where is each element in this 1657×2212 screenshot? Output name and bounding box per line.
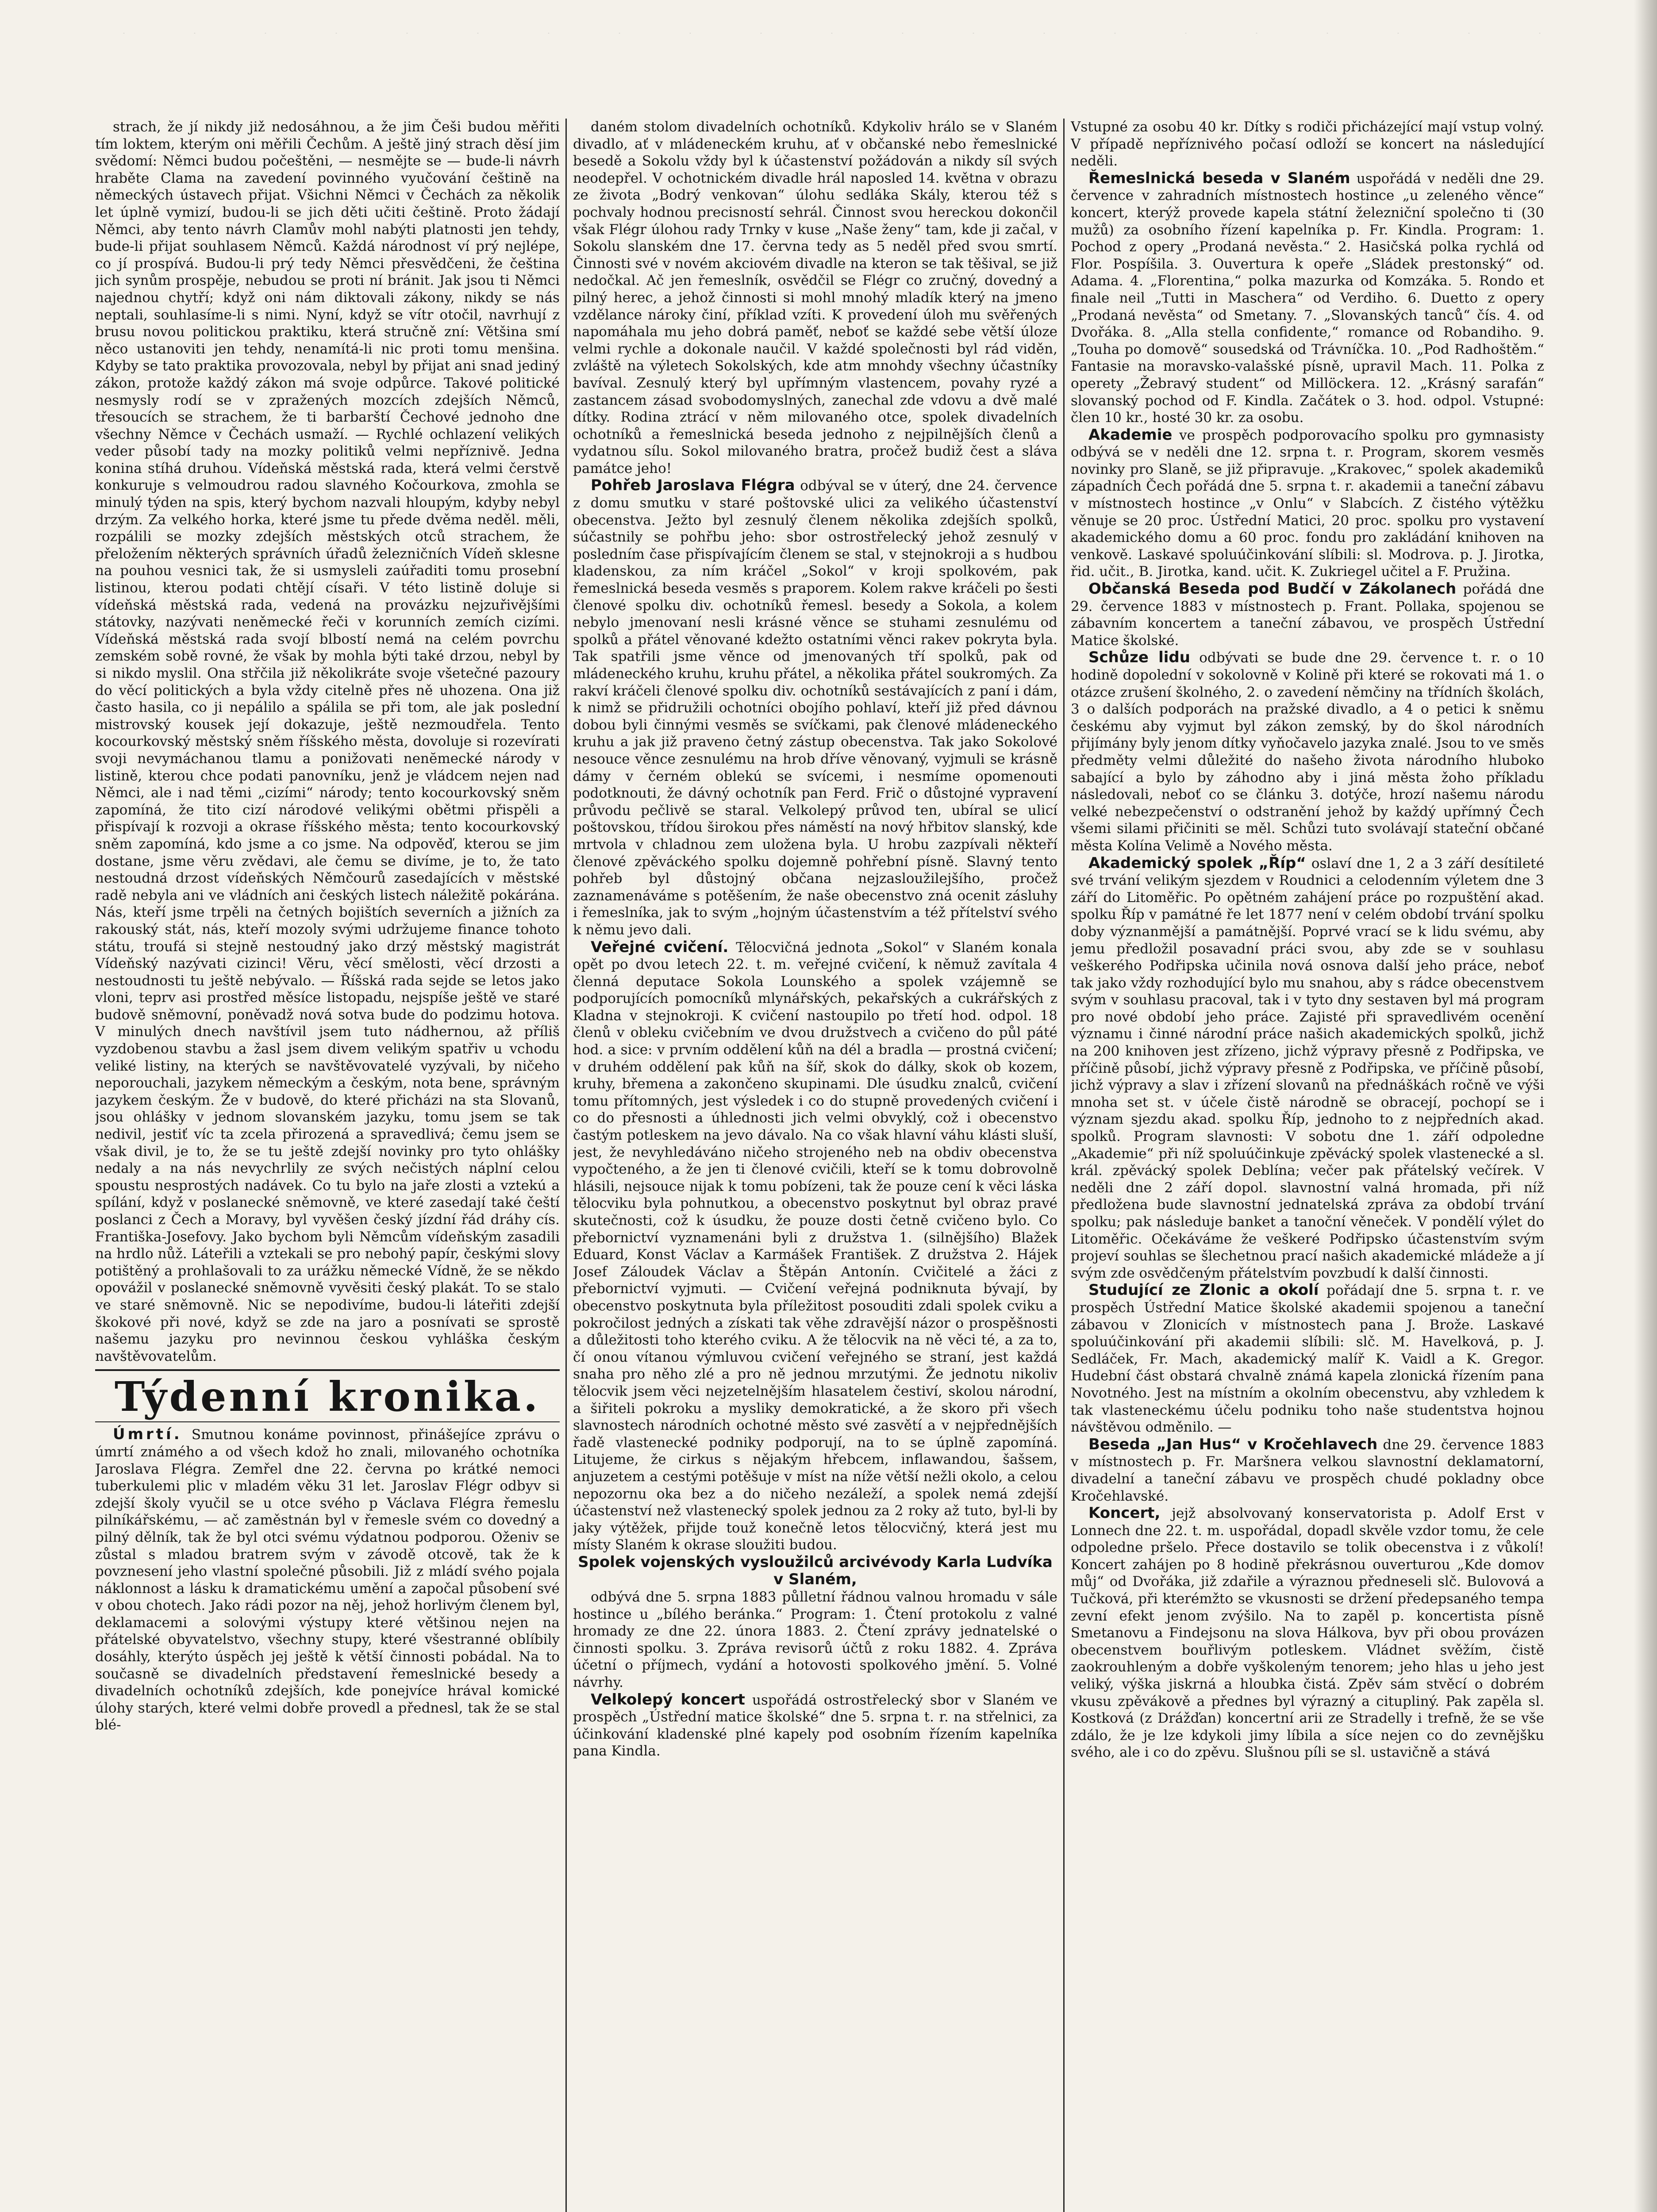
column-3 — [1071, 119, 1544, 2212]
concert-heading: Velkolepý koncert — [591, 1690, 745, 1709]
concert-article — [573, 1691, 1057, 1760]
veterans-article — [573, 1554, 1057, 1589]
page-speckles — [88, 13, 1593, 66]
peoples-meeting-article — [1071, 649, 1544, 854]
public-exercise-article — [573, 939, 1057, 1554]
funeral-article — [573, 477, 1057, 938]
civic-beseda-article — [1071, 580, 1544, 649]
funeral-text: odbýval se v úterý, dne 24. července z domu smutku v staré poštovské ulici za velikého účastenství obecenstva. Ježto byl zesnulý členem několika zdejších spolků, súčastnily se pohřbu jeho: sbor ostrostřelecký jehož zesnulý v posledním čase přispívajícím členem se stal, v stejnokroji a s hudbou kladenskou, za ním kráčel „Sokol“ v kroji spolkovém, pak řemeslnická beseda vesměs s praporem. Kolem rakve kráčeli po šesti členové spolku div. ochotníků řemesl. besedy a Sokola, a kolem nebylo jmenovaní nesli krásné věnce se stuhami zesnulému od spolků a přátel věnované kdežto ostatními věnci rakev pokryta byla. Tak spatřili jsme věnce od jmenovaných tří spolků, pak od mládeneckého kruhu, kruhu přátel, a několika přátel soukromých. Za rakví kráčeli členové spolku div. ochotníků sestávajících z paní i dám, k nimž se přidružili ochotníci obojího pohlaví, kteří již před dávnou dobou byli činnými vesměs se svíčkami, pak členové mládeneckého kruhu a jak již praveno četný zástup obecenstva. Tak jako Sokolové nesouce věnce zesnulému na hrob dříve věnovaný, vyjmuli se krásně dámy v černém oblekú se svícemi, i nesmíme opomenouti podotknouti, že dávný ochotník pan Ferd. Frič o důstojné vypravení průvodu pečlivě se staral. Velkolepý průvod ten, ubíral se ulicí poštovskou, třídou širokou přes náměstí na nový hřbitov slanský, kde mrtvola v chladnou zem uložena byla. U hrobu zazpívali někteří členové zpěváckého spolku dojemně pohřební písně. Slavný tento pohřeb byl důstojný občana nejzasloužilejšího, pročež zaznamenáváme s potěšením, že naše obecenstvo zná ocenit zásluhy i řemeslníka, jak to svým „hojným účastenstvím a též přítelství svého k němu jevo dali. — [573, 478, 1057, 938]
craftsmen-article — [1071, 170, 1544, 426]
jan-hus-beseda-text: dne 29. července 1883 v místnostech p. Fr. Maršnera velkou slavnostní deklamatorní, divadelní a taneční zábavu ve prospěch chudé pokladny obce Kročehlavské. — [1071, 1436, 1544, 1504]
public-exercise-heading: Veřejné cvičení. — [591, 938, 729, 956]
article-continued-text: strach, že jí nikdy již nedosáhnou, a že jim Češi budou měřiti tím loktem, kterým oni měřili Čechům. A ještě jiný strach děsí jim svědomí: Němci budou počeštěni, — nesmějte se — bude-li návrh hraběte Clama na zavedení povinného vyučování češtině na německých ústavech přijat. Všichni Němci v Čechách za několik let úplně vymizí, budou-li se jich děti učiti češtině. Proto žádají Němci, aby tento návrh Clamův mohl nabýti platnosti jen tehdy, bude-li přijat souhlasem Němců. Každá národnost ví prý nejlépe, co jí prospívá. Budou-li prý tedy Němci přesvědčeni, že čeština jich synům prospěje, nebudou se proti ní bránit. Jak jsou ti Němci najednou chytří; když oni nám diktovali zákony, nikdy se nás neptali, souhlasíme-li s nimi. Nyní, když se vítr otočil, navrhují z brusu novou politickou praktiku, která stručně zní: Většina smí něco ustanoviti jen tehdy, nenamítá-li nic proti tomu menšina. Kdyby se tato praktika provozovala, nebyl by přijat ani snad jediný zákon, protože každý zákon má svoje odpůrce. Takové politické nesmysly rodí se v zpražených mozcích zdejších Němců, třesoucích se strachem, že ti barbarští Čechové jednoho dne všechny Němce v Čechách usmaží. — Rychlé ochlazení velikých veder působí tady na mozky politiků velmi nepříznivě. Jedna konina stíhá druhou. Vídeňská městská rada, která velmi čerstvě konkuruje s velmoudrou radou slavného Kočourkova, zmohla se minulý týden na spis, který bychom nazvali hloupým, kdyby nebyl drzým. Za velkého horka, které jsme tu přede dvěma neděl. měli, rozpálili se mozky zdejších městských otců strachem, že přeložením některých správních úřadů železničních Vídeň sklesne na pouhou vesnici tak, že si usmysleli zaúřaditi tomu prosební listinou, kterou podati chtějí císaři. V této listině doluje si vídeňská městská rada, vedená na provázku nejzuřivějšími státovky, nazývati neněmecké řeči v korunních zemích cizími. Vídeňská městská rada svojí blbostí nemá na celém povrchu zemském sobě rovné, že však by mohla býti také drzou, nebyl by si nikdo myslil. Ona střčila již několikráte svoje všetečné pazoury do věcí politických a byla vždy citelně přes ně uhozena. Ona již často hasila, co ji nepálilo a spálila se při tom, ale jak poslední mistrovský kousek její dokazuje, ještě nezmoudřela. Tento kocourkovský městský sněm říšského města, dovoluje si rozevírati svoji nevymáchanou tlamu a ponižovati nenĕmecké národy v listině, kterou chce podati panovníku, jenž je vládcem nejen nad Němci, ale i nad těmi „cizími“ národy; tento kocourkovský sněm zapomíná, že tito cizí národové velikými obětmi přispěli a přispívají k rozvoji a okrase říšského města; tento kocourkovský sněm zapomíná, kdo jsme a co jsme. Na odpověď, kterou se jim dostane, jsme věru zvědavi, ale čemu se divíme, je to, že tato nestoudná drzost vídeňských Němčourů zasedajících v městské radě nebyla ani ve vládních ani českých listech náležitě pokárána. Nás, kteří jsme trpěli na četných bojištích severních a jižních za rakouský stát, nás, kteří mozoly svými udržujeme finance tohoto státu, troufá si stejně nestoudný jako drzý městský magistrát Vídeňský nazývati cizinci! Věru, věcí smělosti, věcí drzosti a nestoudnosti tu ještě nebývalo. — Říšská rada sejde se letos jako vloni, teprv asi prostřed měsíce listopadu, nejspíše ještě ve staré budově sněmovní, poněvadž nová sotva bude do podzimu hotova. V minulých dnech navštívil jsem tuto nádhernou, až příliš vyzdobenou stavbu a žasl jsem divem velikým spatřiv u vchodu veliké listiny, na kterých se navštěvovatelé vyzývali, by ničeho neporouchali, jazykem německým a českým, nota bene, správným jazykem českým. Že v budově, do které přicházi na sta Slovanů, jsou ohlášky v jednom slovanském jazyku, tomu jsem se tak nedivil, jestiť víc ta zcela přirozená a spravedlivá; čemu jsem se však divil, je to, že se tu ještě zdejší novinky pro tyto ohlášky nedaly a na nás nevychrlily ze svých nečistých náplní celou spoustu nesprostých nadávek. Co tu bylo na jaře zlosti a vztekú a spílání, když v poslanecké sněmovně, ve které zasedají také čeští poslanci z Čech a Moravy, byl vyvěšen český jízdní řád dráhy cís. Františka-Josefovy. Jako bychom byli Němcům vídeňským zasadili na hrdlo nůž. Láteřili a vztekali se pro nebohý papír, českými slovy potištěný a prohlašovali to za urážku německé Vídně, že se někdo opovážil v poslanecké sněmovně vyvěsiti český plakát. To se stalo ve staré sněmovně. Nic se nepodivíme, budou-li láteřiti zdejší škokové při nové, když se zde na jaro a posnívati se sprostě našemu jazyku pro nevinnou českou vyhláška českým navštěvovatelům. — [95, 119, 560, 1364]
section-divider — [95, 1369, 560, 1371]
column-rule-1 — [565, 119, 567, 2212]
zlonice-students-text: pořádají dne 5. srpna t. r. ve prospěch Ústřední Matice školské akademii spojenou a taneční zábavou v Zlonicích v místnostech pana J. Brože. Laskavé spoluúčinkování při akademii slíbili: slč. M. Havelková, p. J. Sedláček, Fr. Mach, akademický malíř K. Vaidl a K. Gregor. Hudební část obstará chvalně známá kapela zlonická řízením pana Novotného. Jest na místním a okolním obecenstvu, aby vzhledem k tak vlasteneckému účelu podniku toho naše studentstva hojnou návštěvou odměnilo. — — [1071, 1283, 1544, 1436]
obituary-heading: Úmrtí. — [113, 1425, 182, 1444]
civic-beseda-text: pořádá dne 29. července 1883 v místnostech p. Frant. Pollaka, spojenou se zábavním koncertem a taneční zábavou, ve prospěch Ústřední Matice školské. — [1071, 581, 1544, 649]
concert2-heading: Koncert, — [1088, 1504, 1161, 1522]
zlonice-students-article — [1071, 1282, 1544, 1436]
public-exercise-text: Tělocvičná jednota „Sokol“ v Slaném konala opět po dvou letech 22. t. m. veřejné cvičení, k němuž zavítala 4 členná deputace Sokola Lounského a spolek vzájemně se podporujících pomocníků mlynářských, pekařských a cukrářských z Kladna v stejnokroji. K cvičení nastoupilo po třetí hod. odpol. 18 členů v obleku cvičebním ve dvou družstvech a cvičeno do půl páté hod. a sice: v prvním oddělení kůň na dél a bradla — prostná cvičení; v druhém oddělení pak kůň na šíř, skok do dálky, skok ob kozem, kruhy, břemena a zakončeno skupinami. Dle úsudku znalců, cvičení tomu přítomných, jest výsledek i co do stupně provedených cvičení i co do přesnosti a úhlednosti jich velmi obvyklý, což i obecenstvo častým potleskem na jevo dávalo. Na co však hlavní váhu klásti sluší, jest, že nevyhledáváno ničeho strojeného neb na obdiv obecenstva vypočteného, a že jen ti členové cvičili, kteří se k tomu dobrovolně hlásili, nejsouce nijak k tomu pobízeni, tak že pouze cení k věci láska tělocviku byla pohnutkou, a obecenstvo poskytnut byl obraz pravé skutečnosti, což k úsudku, že pouze dosti četně cvičeno bylo. Co přebornictví vyznamenáni byli z družstva 1. (silnějšího) Blažek Eduard, Konst Václav a Karmášek František. Z družstva 2. Hájek Josef Záloudek Václav a Štěpán Antonín. Cvičitelé a žáci z přebornictví vyjmuti. — Cvičení veřejná podniknuta bývají, by obecenstvo poskytnuta byla příležitost posouditi zdali spolek cviku a pokročilost jedných a získati tak věhe zdravější názor o prospěšnosti a důležitosti toho kterého cviku. A že tělocvik na ně věci té, a za to, čí onou vítanou výmluvou cvičení veřejného se straní, jest každá snaha pro něho zlé a pro ně jednou mrzutými. Že jednotu nikoliv tělocvik jsem věci nejzetelnějším hlasatelem čestiví, skolou národní, a šiřiteli pokroku a mysliky demokratické, a že skoro při všech slavnostech národních ochotné město své zasvětí a v nejpřednějších řadě vlastenecké podniky podporují, na to se úplně zapomíná. Litujeme, že cirkus s nějakým hřebcem, inflawandou, šašsem, anjuzetem a cestými potěšuje v míst na níže větší nežli okolo, a celou nepozornu oka bez a do ničeho nezáleží, a spolek nemá zdejší účastenství než vlastenecký spolek jednou za 2 roky až tuto, byl-li by jaky výtěžek, přijde touž konečně letos tělocvičný, která jest mu místy Slaném k okrase sloužiti budou. — [573, 939, 1057, 1553]
craftsmen-heading: Řemeslnická beseda v Slaném — [1088, 169, 1350, 187]
obituary-continued: daném stolom divadelních ochotníků. Kdykoliv hrálo se v Slaném divadlo, ať v mládeneckém kruhu, ať v občanské nebo řemeslnické besedě a Sokolu vždy byl k účastenství požádován a nikdy síl svých neodepřel. V ochotnickém divadle hrál naposled 14. května v obrazu ze života „Bodrý venkovan“ úlohu sedláka Skály, kterou též s pochvaly hodnou precisností sehrál. Činnost svou hereckou dokončil však Flégr úlohou rady Trnky v kuse „Naše ženy“ tam, kde ji začal, v Sokolu slanském dne 17. června tedy as 5 neděl před svou smrtí. Činnosti své v novém akciovém divadle na kteron se tak těšival, se již nedočkal. Ač jen řemeslník, osvědčil se Flégr co zručný, dovedný a pilný herec, a jehož činnosti si mohl mnohý mladík který na jmeno vzdělance nároky činí, příklad vzíti. K provedení úloh mu svěřených napomáhala mu jeho dobrá paměť, neboť se každé sebe větší úloze velmi rychle a dokonale naučil. V každé společnosti byl rád viděn, zvláště na výletech Sokolských, kde atm mnohdy všechny účastníky bavíval. Zesnulý který byl upřímným vlastencem, povahy ryzé a zastancem zásad svobodomyslných, zanechal zde vdovu a dvě malé dítky. Rodina ztrácí v něm milovaného otce, spolek divadelních ochotníků a řemeslnická beseda jednoho z nejpilnějších členů a vydatnou sílu. Sokol milovaného bratra, pročež budiž čest a sláva památce jeho! — [573, 119, 1057, 476]
rip-society-article — [1071, 855, 1544, 1282]
concert-text: uspořádá ostrostřelecký sbor v Slaném ve prospěch „Ústřední matice školské“ dne 5. srpna t. r. na střelnici, za účinkování kladenské plné kapely pod osobním řízením kapelníka pana Kindla. — [573, 1692, 1057, 1759]
funeral-heading: Pohřeb Jaroslava Flégra — [591, 476, 795, 495]
jan-hus-beseda-heading: Beseda „Jan Hus“ v Kročehlavech — [1088, 1435, 1378, 1453]
academy-article — [1071, 426, 1544, 580]
page-edge-shadow — [1634, 0, 1657, 2212]
zlonice-students-heading: Studující ze Zlonic a okolí — [1088, 1281, 1319, 1299]
jan-hus-beseda-article — [1071, 1436, 1544, 1505]
column-2 — [573, 119, 1057, 2212]
veterans-heading: Spolek vojenských vysloužilců arcivévody Karla Ludvíka v Slaném, — [578, 1553, 1053, 1589]
section-divider-thin — [95, 1421, 560, 1422]
concert2-text: jejž absolvovaný konservatorista p. Adolf Erst v Lonnech dne 22. t. m. uspořádal, dopadl skvěle vzdor tomu, že cele odpoledne pršelo. Přece dostavilo se tolik obecenstva i z vůkolí! Koncert zahájen po 8 hodině překrásnou ouverturou „Kde domov můj“ od Dvořáka, již zdařile a výraznou předneseli slč. Bulovová a Tučková, při kterémžto se vkusnosti se držení předepsaného tempa zevní efekt jenom zvýšilo. Na to zapěl p. koncertista písně Smetanovu a Findejsonu na slova Hálkova, byv při obou provázen obecenstvem bouřlivým potleskem. Vládnet svěžím, čistě zaokrouhleným a dobře vyškoleným tenorem; jeho hlas u jeho jest veliký, výška jiskrná a hloubka čistá. Zpěv sám stvěcí o dobrém vkusu zpěvákově a přednes byl výrazný a citupliný. Pak zapěla sl. Kostková (z Drážďan) koncertní arii ze Stradelly i trefně, že se vše zdálo, že je lze kdykoli jimy líbila a síce nejen co do zevnějšku svého, ale i co do zpěvu. Slušnou píli se sl. ustavičně a stává — [1071, 1505, 1544, 1761]
craftsmen-text: uspořádá v neděli dne 29. července v zahradních místnostech hostince „u zeleného věnce“ koncert, kterýž provede kapela státní železniční společno ti (30 mužů) za osobního řízení kapelníka p. Fr. Kindla. Program: 1. Pochod z opery „Prodaná nevěsta.“ 2. Hasičská polka rychlá od Flor. Pospíšila. 3. Ouvertura k opeře „Sládek prestonský“ od. Adama. 4. „Florentina,“ polka mazurka od Komzáka. 5. Rondo et finale neil „Tutti in Maschera“ od Verdiho. 6. Duetto z opery „Prodaná nevěsta“ od Smetany. 7. „Slovanských tanců“ čís. 4. od Dvořáka. 8. „Alla stella confidente,“ romance od Robandiho. 9. „Touha po domově“ sousedská od Trávníčka. 10. „Pod Radhoštěm.“ Fantasie na moravsko-valašské písně, upravil Mach. 11. Polka z operety „Žebravý student“ od Millöckera. 12. „Krásný sarafán“ slovanský pochod od F. Kindla. Začátek o 3. hod. odpol. Vstupné: člen 10 kr., hosté 30 kr. za osobu. — [1071, 170, 1544, 426]
obituary-text: Smutnou konáme povinnost, přinášejíce zprávu o úmrtí známého a od všech kdož ho znali, milovaného ochotníka Jaroslava Flégra. Zemřel dne 22. června po krátké nemoci tuberkulemi plic v mladém věku 31 let. Jaroslav Flégr odbyv si zdejší školy vyučil se u otce svého p Václava Flégra řemeslu pilníkářskému, — ač zaměstnán byl v řemesle svém co dovedný a pilný dělník, tak že byl otci svému výdatnou podporou. Oženiv se zůstal s mladou bratrem svým v závodě otcově, tak že k povznesení jeho vlastní společné působili. Již z mládí svého pojala náklonnost a lásku k dramatickému umění a započal působení své v obou chotech. Jako rádi pozor na něj, jehož horlivým členem byl, deklamacemi a solovými výstupy které většinou nejen na přátelské obyvatelstvo, všechny stupy, které všestranné oblíbily dosáhly, kterýto úspěch jej ještě k větší činnosti pobádal. Na to současně se divadelních představení řemeslnické besedy a divadelních ochotníků zdejších, kde ponejvíce hrával komické úlohy starých, které velmi dobře provedl a přednesl, tak že se stal blé- — [95, 1427, 560, 1733]
peoples-meeting-text: odbývati se bude dne 29. července t. r. o 10 hodině dopolední v sokolovně v Kolině při které se rokovati má 1. o otázce zrušení školného, 2. o zavedení němčiny na třídních školách, 3 o dalších podporách na pražské divadlo, a 4 o petici k sněmu českému aby vyjmut byl zákon zemský, by do škol národních přijímány byly jenom dítky vyňočavelo jazyka znalé. Jsou to ve směs předměty velmi důležité do našeho života národního hluboko sabající a bylo by záhodno aby i jiná města žoho příkladu následovali, neboť co se článku 3. dotýče, hrozí našemu národu velké nebezpečenství o odstranění jehož by každý upřímný Čech všemi silami přičiniti se měl. Schůzi tuto svolávají stateční občané města Kolína Velimě a Nového města. — [1071, 650, 1544, 854]
obituary-article — [95, 1426, 560, 1734]
section-title: Týdenní kronika. — [114, 1373, 541, 1421]
column-1 — [95, 119, 560, 2212]
concert-continued: Vstupné za osobu 40 kr. Dítky s rodiči přicházející mají vstup volný. V případě nepříznivého počasí odloží se koncert na následující neděli. — [1071, 119, 1544, 169]
peoples-meeting-heading: Schůze lidu — [1088, 649, 1190, 667]
rip-society-heading: Akademický spolek „Říp“ — [1088, 854, 1306, 872]
veterans-text: odbývá dne 5. srpna 1883 půlletní řádnou valnou hromadu v sále hostince u „bílého beránka.“ Program: 1. Čtení protokolu z valné hromady ze dne 22. února 1883. 2. Čtení zprávy jednatelské o činnosti spolku. 3. Zpráva revisorů účtů z roku 1882. 4. Zpráva účetní o příjmech, vydání a hotovosti spolkového jmění. 5. Volné návrhy. — [573, 1589, 1057, 1691]
column-rule-2 — [1063, 119, 1065, 2212]
civic-beseda-heading: Občanská Beseda pod Budčí v Zákolanech — [1088, 580, 1457, 598]
academy-text: ve prospěch podporovacího spolku pro gymnasisty odbývá se v neděli dne 12. srpna t. r. Program, skorem vesměs novinky pro Slaně, se již připravuje. „Krakovec,“ spolek akademiků západních Čech pořádá dne 5. srpna t. r. akademii a taneční zábavu v místnostech hostince „v Onlu“ v Slabcích. Z čistého výtěžku věnuje se 20 proc. Ústřední Matici, 20 proc. spolku pro vystavení akademického domu a 60 proc. fondu pro zakládání knihoven na venkově. Laskavé spoluúčinkování slíbili: sl. Modrova. p. J. Jirotka, řid. učit., B. Jirotka, kand. učit. K. Zukriegel učitel a F. Pružina. — [1071, 427, 1544, 580]
rip-society-text: oslaví dne 1, 2 a 3 září desítileté své trvání velikým sjezdem v Roudnici a celodenním výletem dne 3 září do Litoměřic. Po opětném zahájení práce po rozpuštění akad. spolku Říp v památné ře let 1877 není v celém období trvání spolku doby význanmější a památnější. Poprvé vrací se k lidu svému, aby jemu předložil posavadní práci svou, aby zde se v souhlasu veškerého Podřipska učinila nová osnova další jeho práce, neboť tak jako vždy rozhodující bylo mu snahou, aby s rádce obecenstvem svým v souhlasu pracoval, tak i v tyto dny sestaven byl má program pro nové období jeho práce. Zajisté při spravedlivém ocenění významu i činné národní práce našich akademických spolků, jichž na 200 knihoven jest zřízeno, jichž výpravy přesně z Podřipska, ve příčině působí, jichž výpravy přesně z Podřipska, ve příčině působí, jichž výpravy a slav i zřízení slovanů na přednáškách ročně ve výši mnoha set st. v účele čistě národně se obracejí, pochopí se i význam sjezdu akad. spolku Říp, jednoho to z nejpředních akad. spolků. Program slavnosti: V sobotu dne 1. září odpoledne „Akademie“ při níž spoluúčinkuje zpěvácký spolek vlastenecké a sl. král. zpěvácký spolek Deblína; večer pak přátelský večírek. V neděli dne 2 září dopol. slavnostní valná hromada, při níž předložena bude slavnostní jednatelská zpráva za období trvání spolku; pak následuje banket a tanoční věneček. V pondělí výlet do Litoměřic. Očekáváme že veškeré Podřipsko účastenstvím svým projeví souhlas se šlechetnou prací našich akademické mládeže a jí svým zde osvědčeným přátelstvím povzbudí k další činnosti. — [1071, 855, 1544, 1281]
academy-heading: Akademie — [1088, 426, 1173, 444]
concert2-article — [1071, 1505, 1544, 1761]
